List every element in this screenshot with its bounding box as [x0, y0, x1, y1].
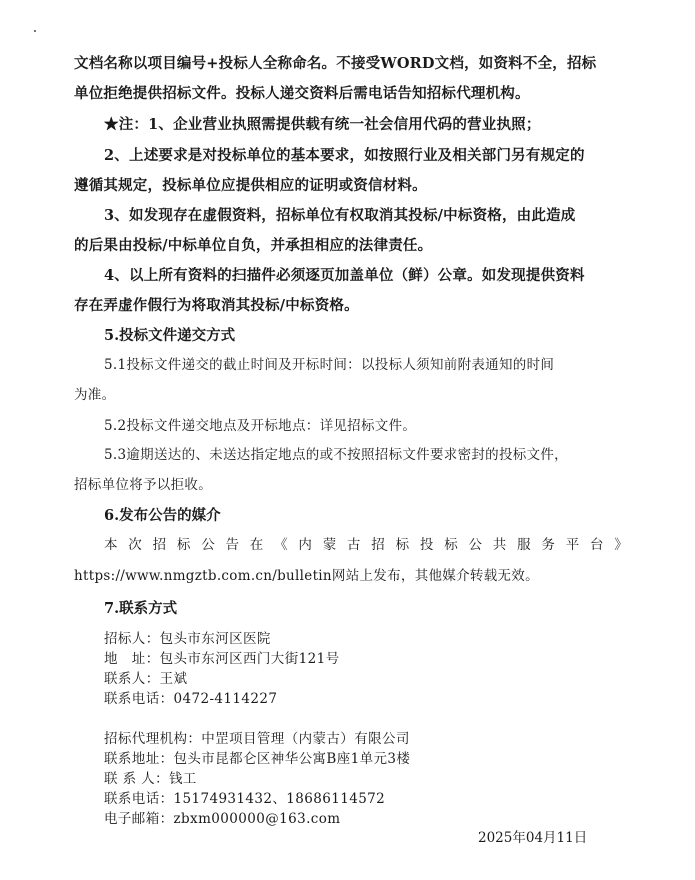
section-6-line2: https://www.nmgztb.com.cn/bulletin网站上发布，其他媒介转载无效。 [74, 568, 539, 584]
section-5-3-line1: 5.3逾期送达的、未送达指定地点的或不按照招标文件要求密封的投标文件， [104, 447, 568, 463]
note-3-line1: 3、如发现存在虚假资料，招标单位有权取消其投标/中标资格，由此造成 [104, 207, 576, 224]
contact-phone: 联系电话：0472-4114227 [104, 691, 278, 707]
section-7-heading: 7.联系方式 [104, 600, 178, 617]
section-5-2: 5.2投标文件递交地点及开标地点：详见招标文件。 [104, 418, 417, 434]
section-6-line1: 本次招标公告在《内蒙古招标投标公共服务平台》 [104, 537, 639, 553]
section-5-heading: 5.投标文件递交方式 [104, 327, 236, 344]
contact-tenderer: 招标人：包头市东河区医院 [104, 631, 271, 647]
note-1: ★注：1、企业营业执照需提供载有统一社会信用代码的营业执照； [104, 116, 541, 133]
note-2-line1: 2、上述要求是对投标单位的基本要求，如按照行业及相关部门另有规定的 [104, 147, 585, 164]
section-5-1-line1: 5.1投标文件递交的截止时间及开标时间：以投标人须知前附表通知的时间 [104, 357, 555, 373]
section-5-3-line2: 招标单位将予以拒收。 [74, 477, 212, 493]
agency-email: 电子邮箱：zbxm000000@163.com [104, 811, 341, 827]
note-4-line2: 存在弄虚作假行为将取消其投标/中标资格。 [74, 297, 359, 314]
contact-address: 地 址：包头市东河区西门大街121号 [104, 651, 340, 667]
agency-phone: 联系电话：15174931432、18686114572 [104, 791, 386, 807]
agency-address: 联系地址：包头市昆都仑区神华公寓B座1单元3楼 [104, 751, 411, 767]
agency-contact-person: 联 系 人：钱工 [104, 771, 197, 787]
agency-name: 招标代理机构：中罡项目管理（内蒙古）有限公司 [104, 731, 410, 747]
para-line: 文档名称以项目编号+投标人全称命名。不接受WORD文档，如资料不全，招标 [74, 55, 597, 72]
document-date: 2025年04月11日 [478, 830, 588, 846]
para-line: 单位拒绝提供招标文件。投标人递交资料后需电话告知招标代理机构。 [74, 85, 530, 102]
section-5-1-line2: 为准。 [74, 387, 116, 403]
contact-person: 联系人：王斌 [104, 671, 188, 687]
note-3-line2: 的后果由投标/中标单位自负，并承担相应的法律责任。 [74, 237, 433, 254]
scan-dot [34, 30, 36, 32]
note-4-line1: 4、以上所有资料的扫描件必须逐页加盖单位（鲜）公章。如发现提供资料 [104, 267, 585, 284]
note-2-line2: 遵循其规定，投标单位应提供相应的证明或资信材料。 [74, 177, 427, 194]
section-6-heading: 6.发布公告的媒介 [104, 507, 221, 524]
